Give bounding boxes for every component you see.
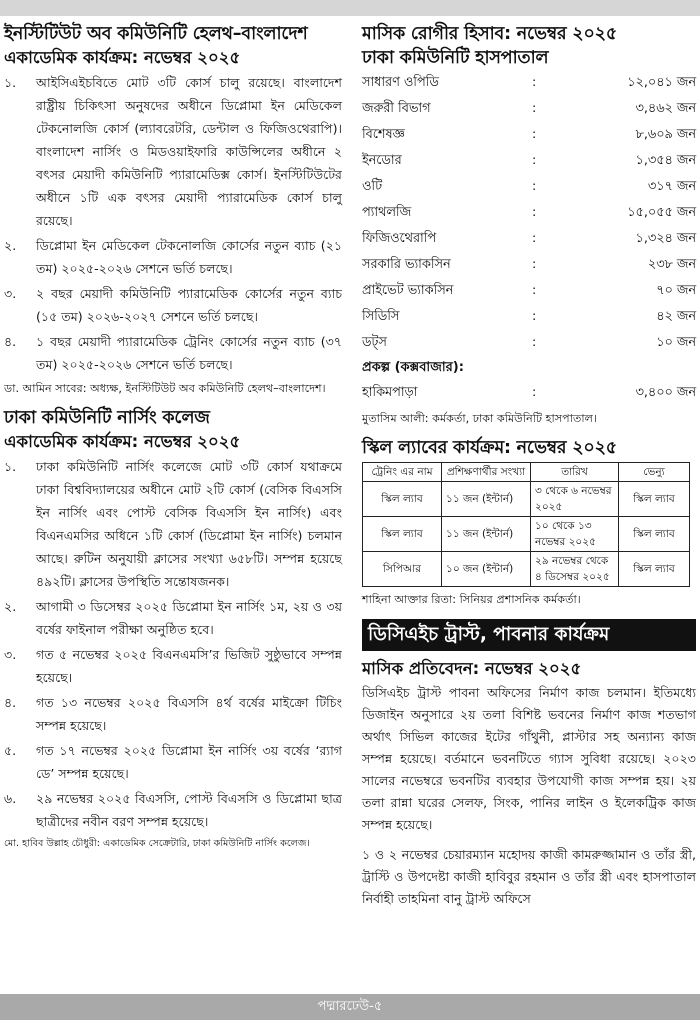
item-number: ৪. (4, 695, 17, 710)
stat-label: সাধারণ ওপিডি (362, 75, 439, 90)
cell-trainee-count: ১১ জন (ইন্টার্ন) (442, 482, 531, 517)
nursing-section (4, 406, 342, 853)
stat-colon: : (532, 101, 537, 116)
ich-signature: ডা. আমিন সাবের: অধ্যক্ষ, ইনস্টিটিউট অব কমিউনিটি হেলথ–বাংলাদেশ। (4, 382, 326, 395)
list-item (4, 739, 342, 785)
stat-label: ইনডোর (362, 153, 402, 168)
list-item (4, 282, 342, 328)
nursing-signature: মো. হাবিব উল্লাহ চৌধুরী: একাডেমিক সেক্রেটারি, ঢাকা কমিউনিটি নার্সিং কলেজ। (4, 838, 310, 849)
item-number: ১. (4, 75, 17, 90)
stat-colon: : (532, 153, 537, 168)
dch-paragraph: ডিসিএইচ ট্রাস্ট পাবনা অফিসের নির্মাণ কাজ চলমান। ইতিমধ্যে ডিজাইন অনুসারে ২য় তলা বিশিষ্ট ভবনের নির্মাণ কাজ শতভাগ অর্থাৎ সিভিল কাজের ইটের গাঁথুনী, প্লাস্টার সহ অন্যান্য কাজ সম্পন্ন হয়েছে। বর্তমানে ভবনটিতে গ্যাস সুবিধা রয়েছে। ২০২৩ সালের নভেম্বরে ভবনটির ব্যবহার উপযোগী কাজ সম্পন্ন হয়। ২য় তলা রান্না ঘরের সেলফ, সিংক, পানির লাইন ও ইলেকট্রিক কাজ সম্পন্ন হয়েছে। (362, 685, 696, 832)
cell-venue: স্কিল ল্যাব (619, 482, 690, 517)
stat-value: ৭০ জন (656, 283, 696, 298)
skill-lab-title: স্কিল ল্যাবের কার্যক্রম: নভেম্বর ২০২৫ (362, 438, 617, 458)
item-number: ২. (4, 599, 17, 614)
stat-colon: : (532, 257, 537, 272)
list-item (4, 643, 342, 689)
item-text: আইসিএইচবিতে মোট ৩টি কোর্স চালু রয়েছে। বাংলাদেশ রাষ্ট্রীয় চিকিৎসা অনুষদের অধীনে ডিপ্লোমা ইন মেডিকেল টেকনোলজি কোর্স (ল্যাবরেটরি, ডেন্টাল ও ফিজিওথেরাপি)। বাংলাদেশ নার্সিং ও মিডওয়াইফারি কাউন্সিলের অধীনে ২ বৎসর মেয়াদী কমিউনিটি প্যারামেডিক্স কোর্স। ইনস্টিটিউটের অধীনে ১টি এক বৎসর মেয়াদী প্যারামেডিক কোর্স চালু রয়েছে। (36, 75, 342, 228)
item-number: ২. (4, 238, 17, 253)
list-item (4, 330, 342, 376)
dch-banner: ডিসিএইচ ট্রাস্ট, পাবনার কার্যক্রম (362, 619, 696, 651)
stat-row (362, 226, 696, 252)
stat-colon: : (532, 205, 537, 220)
stat-label: ওটি (362, 179, 383, 194)
stat-colon: : (532, 309, 537, 324)
item-number: ৫. (4, 743, 17, 758)
hospital-signature: মুতাসিম আলী: কর্মকর্তা, ঢাকা কমিউনিটি হাসপাতাল। (362, 412, 597, 425)
stat-label: সরকারি ভ্যাকসিন (362, 257, 451, 272)
top-bar (0, 0, 700, 16)
stat-row (362, 70, 696, 96)
stat-value: ১০ জন (656, 335, 696, 350)
stat-label: ডট্স (362, 335, 387, 350)
stat-value: ৮,৬০৯ জন (635, 127, 696, 142)
stat-value: ৩১৭ জন (647, 179, 696, 194)
dch-subtitle: মাসিক প্রতিবেদন: নভেম্বর ২০২৫ (362, 659, 582, 678)
stat-row (362, 278, 696, 304)
nursing-title: ঢাকা কমিউনিটি নার্সিং কলেজ (4, 408, 210, 428)
cell-trainee-count: ১০ জন (ইন্টার্ন) (442, 552, 531, 587)
stat-value: ১৫,০৫৫ জন (627, 205, 696, 220)
page-footer (0, 994, 700, 1020)
ich-title: ইনস্টিটিউট অব কমিউনিটি হেলথ–বাংলাদেশ (4, 24, 308, 44)
item-text: ডিপ্লোমা ইন মেডিকেল টেকনোলজি কোর্সের নতুন ব্যাচ (২১ তম) ২০২৫-২০২৬ সেশনে ভর্তি চলছে। (36, 238, 342, 276)
stat-colon: : (532, 127, 537, 142)
stat-label: ফিজিওথেরাপি (362, 231, 437, 246)
skill-lab-section (362, 436, 696, 609)
ich-section (4, 22, 342, 398)
table-row (363, 552, 690, 587)
header-training-name: ট্রেনিং এর নাম (363, 463, 442, 482)
stat-row (362, 174, 696, 200)
stat-label: প্যাথলজি (362, 205, 412, 220)
list-item (4, 787, 342, 833)
dch-section (362, 619, 696, 910)
stat-label: হাকিমপাড়া (362, 385, 418, 400)
stat-row (362, 96, 696, 122)
stat-label: সিডিসি (362, 309, 400, 324)
hospital-section (362, 22, 696, 428)
stat-row (362, 148, 696, 174)
stat-row (362, 122, 696, 148)
item-text: আগামী ৩ ডিসেম্বর ২০২৫ ডিপ্লোমা ইন নার্সিং ১ম, ২য় ও ৩য় বর্ষের ফাইনাল পরীক্ষা অনুষ্ঠিত হবে। (36, 599, 342, 637)
item-number: ১. (4, 459, 17, 474)
cell-training-name: স্কিল ল্যাব (363, 517, 442, 552)
item-number: ৩. (4, 647, 17, 662)
header-date: তারিখ (531, 463, 619, 482)
stat-value: ৩,৪০০ জন (635, 385, 696, 400)
cell-training-name: স্কিল ল্যাব (363, 482, 442, 517)
stat-label: জরুরী বিভাগ (362, 101, 431, 116)
stat-row (362, 252, 696, 278)
patient-stats-list (362, 70, 696, 356)
cell-date: ১০ থেকে ১৩ নভেম্বর ২০২৫ (531, 517, 619, 552)
cell-trainee-count: ১১ জন (ইন্টার্ন) (442, 517, 531, 552)
stat-label: প্রাইভেট ভ্যাকসিন (362, 283, 454, 298)
stat-row (362, 330, 696, 356)
list-item (4, 455, 342, 593)
list-item (4, 71, 342, 232)
item-text: গত ১৭ নভেম্বর ২০২৫ ডিপ্লোমা ইন নার্সিং ৩য় বর্ষের ‘র‍্যাগ ডে’ সম্পন্ন হয়েছে। (36, 743, 342, 781)
left-column (4, 22, 342, 861)
project-stat-row (362, 380, 696, 406)
item-number: ৬. (4, 791, 17, 806)
stat-value: ২৩৮ জন (647, 257, 696, 272)
cell-venue: স্কিল ল্যাব (619, 552, 690, 587)
skill-lab-table (362, 462, 690, 587)
list-item (4, 234, 342, 280)
page-label: পদ্মারঢেউ-৫ (317, 999, 383, 1014)
stat-row (362, 304, 696, 330)
stat-value: ১,৩২৪ জন (635, 231, 696, 246)
table-header-row (363, 463, 690, 482)
nursing-subtitle: একাডেমিক কার্যক্রম: নভেম্বর ২০২৫ (4, 432, 241, 451)
list-item (4, 595, 342, 641)
dch-paragraph: ১ ও ২ নভেম্বর চেয়ারম্যান মহোদয় কাজী কামরুজ্জামান ও তাঁর স্ত্রী, ট্রাস্টি ও উপদেষ্টা কাজী হাবিবুর রহমান ও তাঁর স্ত্রী এবং হাসপাতাল নির্বাহী তাহমিনা বানু ট্রাস্ট অফিসে (362, 847, 696, 906)
stat-colon: : (532, 283, 537, 298)
stat-row (362, 200, 696, 226)
header-venue: ভেন্যু (619, 463, 690, 482)
cell-training-name: সিপিআর (363, 552, 442, 587)
right-column (362, 22, 696, 918)
cell-venue: স্কিল ল্যাব (619, 517, 690, 552)
item-text: ২৯ নভেম্বর ২০২৫ বিএসসি, পোস্ট বিএসসি ও ডিপ্লোমা ছাত্র ছাত্রীদের নবীন বরণ সম্পন্ন হয়েছে। (36, 791, 342, 829)
hospital-title: মাসিক রোগীর হিসাব: নভেম্বর ২০২৫ (362, 24, 617, 44)
item-number: ৩. (4, 286, 17, 301)
stat-value: ১,৩৫৪ জন (635, 153, 696, 168)
stat-value: ৪২ জন (656, 309, 696, 324)
cell-date: ২৯ নভেম্বর থেকে ৪ ডিসেম্বর ২০২৫ (531, 552, 619, 587)
skill-lab-signature: শাহিনা আক্তার রিতা: সিনিয়র প্রশাসনিক কর্মকর্তা। (362, 593, 581, 606)
item-number: ৪. (4, 334, 17, 349)
hospital-subtitle: ঢাকা কমিউনিটি হাসপাতাল (362, 48, 549, 68)
stat-value: ৩,৪৬২ জন (635, 101, 696, 116)
stat-label: বিশেষজ্ঞ (362, 127, 405, 142)
table-row (363, 517, 690, 552)
list-item (4, 691, 342, 737)
item-text: ১ বছর মেয়াদী প্যারামেডিক ট্রেনিং কোর্সের নতুন ব্যাচ (৩৭ তম) ২০২৫-২০২৬ সেশনে ভর্তি চলছে। (36, 334, 342, 372)
stat-colon: : (532, 179, 537, 194)
project-heading: প্রকল্প (কক্সবাজার): (362, 360, 464, 375)
stat-colon: : (532, 385, 537, 400)
stat-colon: : (532, 335, 537, 350)
item-text: ঢাকা কমিউনিটি নার্সিং কলেজে মোট ৩টি কোর্স যথাক্রমে ঢাকা বিশ্ববিদ্যালয়ের অধীনে মোট ২টি কোর্স (বেসিক বিএসসি ইন নার্সিং এবং পোস্ট বেসিক বিএসসি ইন নার্সিং) এবং বিএনএমসির অধিনে ১টি কোর্স (ডিপ্লোমা ইন নার্সিং) চলমান আছে। রুটিন অনুযায়ী ক্লাসের সংখ্যা ৬৫৮টি। সম্পন্ন হয়েছে ৪৯২টি। ক্লাসের উপস্থিতি সন্তোষজনক। (36, 459, 342, 589)
item-text: গত ৫ নভেম্বর ২০২৫ বিএনএমসি’র ভিজিট সুষ্ঠুভাবে সম্পন্ন হয়েছে। (36, 647, 342, 685)
table-row (363, 482, 690, 517)
stat-colon: : (532, 231, 537, 246)
cell-date: ৩ থেকে ৬ নভেম্বর ২০২৫ (531, 482, 619, 517)
header-trainee-count: প্রশিক্ষণার্থীর সংখ্যা (442, 463, 531, 482)
item-text: গত ১৩ নভেম্বর ২০২৫ বিএসসি ৪র্থ বর্ষের মাইক্রো টিচিং সম্পন্ন হয়েছে। (36, 695, 342, 733)
item-text: ২ বছর মেয়াদী কমিউনিটি প্যারামেডিক কোর্সের নতুন ব্যাচ (১৫ তম) ২০২৬-২০২৭ সেশনে ভর্তি চলছে। (36, 286, 342, 324)
ich-subtitle: একাডেমিক কার্যক্রম: নভেম্বর ২০২৫ (4, 48, 241, 67)
stat-colon: : (532, 75, 537, 90)
stat-value: ১২,০৪১ জন (627, 75, 696, 90)
